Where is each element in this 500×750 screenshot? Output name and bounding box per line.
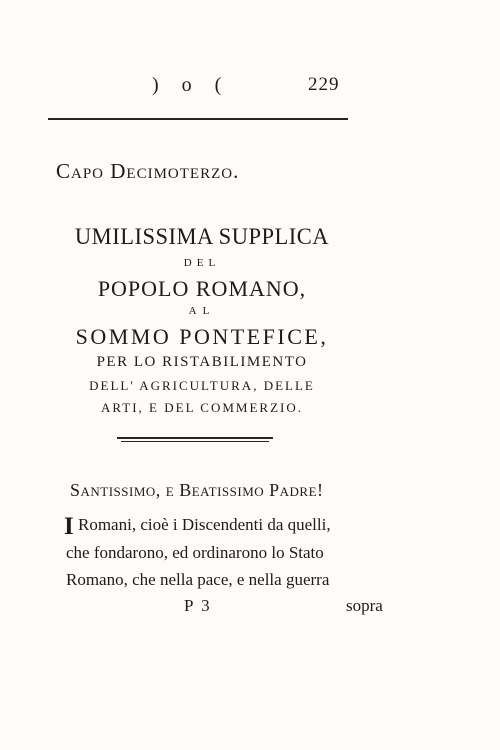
title-line-2: DEL: [183, 257, 221, 269]
ornamental-rule: [117, 437, 273, 442]
drop-capital: I: [64, 513, 74, 540]
catchword: sopra: [346, 596, 383, 615]
header-rule: [48, 118, 348, 120]
body-line-1-text: Romani, cioè i Discendenti da quelli,: [78, 515, 331, 534]
page-footer: [66, 596, 383, 618]
salutation: Santissimo, e Beatissimo Padre!: [70, 480, 324, 500]
signature-mark: P 3: [184, 596, 212, 615]
title-line-1: UMILISSIMA SUPPLICA: [74, 224, 330, 249]
body-line-1: [66, 515, 344, 535]
title-line-3: POPOLO ROMANO,: [97, 276, 307, 301]
rule-thick-line: [117, 437, 273, 439]
title-line-4: AL: [188, 305, 216, 317]
rule-thin-line: [121, 441, 269, 442]
body-line-2: che fondarono, ed ordinarono lo Stato: [66, 543, 324, 562]
title-line-5: SOMMO PONTEFICE,: [75, 324, 329, 349]
title-line-6: PER LO RISTABILIMENTO: [96, 354, 308, 370]
title-line-7: DELL' AGRICULTURA, DELLE: [89, 378, 315, 393]
title-line-8: ARTI, E DEL COMMERZIO.: [101, 400, 303, 415]
running-head: ) o (: [152, 74, 231, 96]
chapter-heading: Capo Decimoterzo.: [56, 159, 240, 183]
body-line-3: Romano, che nella pace, e nella guerra: [66, 570, 330, 589]
page-header: [0, 74, 500, 98]
page-number: 229: [308, 74, 340, 95]
